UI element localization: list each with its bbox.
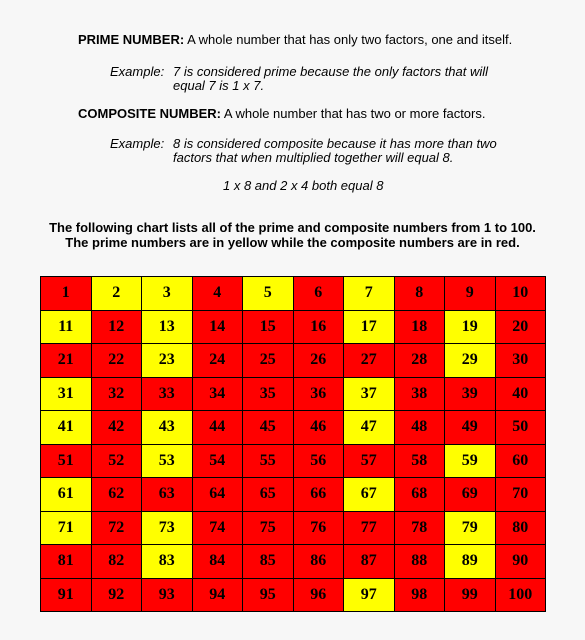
number-cell-29: 29 — [445, 344, 495, 377]
number-cell-77: 77 — [344, 512, 394, 545]
prime-definition-text: A whole number that has only two factors, one and itself. — [187, 32, 513, 47]
number-cell-83: 83 — [142, 545, 192, 578]
number-cell-47: 47 — [344, 411, 394, 444]
prime-example-line2: equal 7 is 1 x 7. — [173, 78, 265, 93]
number-cell-23: 23 — [142, 344, 192, 377]
number-cell-34: 34 — [193, 378, 243, 411]
number-cell-27: 27 — [344, 344, 394, 377]
number-cell-20: 20 — [496, 311, 546, 344]
number-cell-32: 32 — [92, 378, 142, 411]
composite-example-label: Example: — [110, 136, 165, 151]
number-cell-72: 72 — [92, 512, 142, 545]
number-cell-21: 21 — [41, 344, 91, 377]
number-cell-85: 85 — [243, 545, 293, 578]
number-cell-11: 11 — [41, 311, 91, 344]
number-cell-99: 99 — [445, 579, 495, 612]
composite-definition — [78, 106, 485, 121]
number-cell-64: 64 — [193, 478, 243, 511]
number-cell-86: 86 — [294, 545, 344, 578]
number-cell-62: 62 — [92, 478, 142, 511]
number-cell-89: 89 — [445, 545, 495, 578]
number-cell-51: 51 — [41, 445, 91, 478]
number-cell-49: 49 — [445, 411, 495, 444]
number-cell-16: 16 — [294, 311, 344, 344]
number-cell-63: 63 — [142, 478, 192, 511]
number-cell-14: 14 — [193, 311, 243, 344]
number-cell-84: 84 — [193, 545, 243, 578]
number-cell-48: 48 — [395, 411, 445, 444]
number-cell-18: 18 — [395, 311, 445, 344]
composite-example-line2: factors that when multiplied together will equal 8. — [173, 150, 454, 165]
number-cell-94: 94 — [193, 579, 243, 612]
number-cell-4: 4 — [193, 277, 243, 310]
number-cell-96: 96 — [294, 579, 344, 612]
number-cell-30: 30 — [496, 344, 546, 377]
number-cell-22: 22 — [92, 344, 142, 377]
number-cell-5: 5 — [243, 277, 293, 310]
composite-term: COMPOSITE NUMBER: — [78, 106, 221, 121]
number-cell-56: 56 — [294, 445, 344, 478]
number-cell-38: 38 — [395, 378, 445, 411]
number-cell-6: 6 — [294, 277, 344, 310]
number-cell-50: 50 — [496, 411, 546, 444]
number-cell-2: 2 — [92, 277, 142, 310]
number-cell-17: 17 — [344, 311, 394, 344]
number-cell-24: 24 — [193, 344, 243, 377]
number-cell-8: 8 — [395, 277, 445, 310]
number-cell-70: 70 — [496, 478, 546, 511]
number-cell-88: 88 — [395, 545, 445, 578]
prime-definition — [78, 32, 512, 47]
number-cell-19: 19 — [445, 311, 495, 344]
number-cell-80: 80 — [496, 512, 546, 545]
number-cell-98: 98 — [395, 579, 445, 612]
number-cell-3: 3 — [142, 277, 192, 310]
number-cell-78: 78 — [395, 512, 445, 545]
prime-example-label: Example: — [110, 64, 165, 79]
number-cell-9: 9 — [445, 277, 495, 310]
composite-definition-text: A whole number that has two or more factors. — [223, 106, 486, 121]
number-cell-26: 26 — [294, 344, 344, 377]
number-cell-41: 41 — [41, 411, 91, 444]
number-cell-53: 53 — [142, 445, 192, 478]
number-cell-35: 35 — [243, 378, 293, 411]
number-cell-92: 92 — [92, 579, 142, 612]
number-cell-97: 97 — [344, 579, 394, 612]
number-cell-68: 68 — [395, 478, 445, 511]
number-cell-44: 44 — [193, 411, 243, 444]
number-cell-33: 33 — [142, 378, 192, 411]
number-cell-74: 74 — [193, 512, 243, 545]
number-cell-36: 36 — [294, 378, 344, 411]
number-cell-42: 42 — [92, 411, 142, 444]
number-cell-76: 76 — [294, 512, 344, 545]
number-cell-40: 40 — [496, 378, 546, 411]
number-cell-57: 57 — [344, 445, 394, 478]
number-cell-93: 93 — [142, 579, 192, 612]
number-cell-13: 13 — [142, 311, 192, 344]
number-cell-58: 58 — [395, 445, 445, 478]
prime-example-line1: 7 is considered prime because the only factors that will — [173, 64, 489, 79]
chart-intro-line2: The prime numbers are in yellow while the composite numbers are in red. — [65, 235, 520, 250]
number-cell-10: 10 — [496, 277, 546, 310]
number-cell-7: 7 — [344, 277, 394, 310]
number-cell-100: 100 — [496, 579, 546, 612]
number-cell-45: 45 — [243, 411, 293, 444]
number-cell-52: 52 — [92, 445, 142, 478]
number-cell-75: 75 — [243, 512, 293, 545]
number-cell-65: 65 — [243, 478, 293, 511]
number-cell-91: 91 — [41, 579, 91, 612]
number-cell-60: 60 — [496, 445, 546, 478]
number-cell-67: 67 — [344, 478, 394, 511]
number-cell-31: 31 — [41, 378, 91, 411]
number-cell-1: 1 — [41, 277, 91, 310]
prime-term: PRIME NUMBER: — [78, 32, 185, 47]
number-cell-54: 54 — [193, 445, 243, 478]
composite-example — [110, 136, 497, 151]
number-cell-37: 37 — [344, 378, 394, 411]
composite-example-line3: 1 x 8 and 2 x 4 both equal 8 — [223, 178, 384, 193]
number-cell-55: 55 — [243, 445, 293, 478]
number-cell-28: 28 — [395, 344, 445, 377]
number-cell-25: 25 — [243, 344, 293, 377]
number-cell-90: 90 — [496, 545, 546, 578]
number-cell-71: 71 — [41, 512, 91, 545]
number-cell-12: 12 — [92, 311, 142, 344]
number-cell-79: 79 — [445, 512, 495, 545]
number-cell-61: 61 — [41, 478, 91, 511]
number-cell-46: 46 — [294, 411, 344, 444]
number-cell-95: 95 — [243, 579, 293, 612]
number-cell-43: 43 — [142, 411, 192, 444]
number-cell-59: 59 — [445, 445, 495, 478]
number-cell-15: 15 — [243, 311, 293, 344]
number-cell-73: 73 — [142, 512, 192, 545]
number-cell-66: 66 — [294, 478, 344, 511]
composite-example-line1: 8 is considered composite because it has more than two — [173, 136, 497, 151]
number-cell-82: 82 — [92, 545, 142, 578]
chart-intro-line1: The following chart lists all of the prime and composite numbers from 1 to 100. — [49, 220, 536, 235]
prime-composite-chart — [40, 276, 546, 612]
number-cell-81: 81 — [41, 545, 91, 578]
number-cell-87: 87 — [344, 545, 394, 578]
number-cell-69: 69 — [445, 478, 495, 511]
prime-example — [110, 64, 488, 79]
number-cell-39: 39 — [445, 378, 495, 411]
